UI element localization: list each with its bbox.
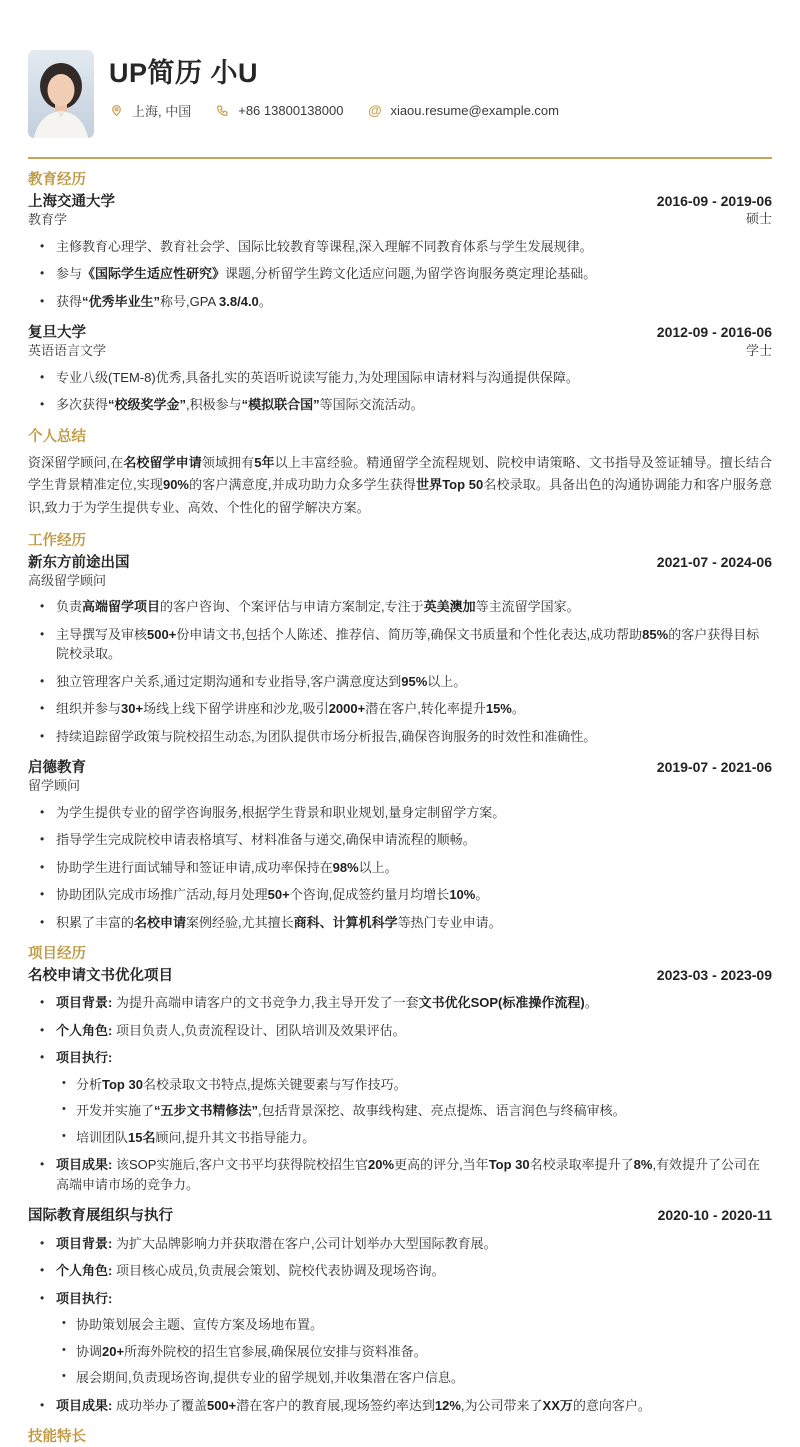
- summary-paragraph: 资深留学顾问,在名校留学申请领域拥有5年以上丰富经验。精通留学全流程规划、院校申请策略、文书指导及签证辅导。擅长结合学生背景精准定位,实现90%的客户满意度,并成功助力众多学生获得世界Top 50名校录取。具备出色的沟通协调能力和客户服务意识,致力于为学生提供专业、高效、个性化的留学解决方案。: [28, 454, 772, 516]
- date-range: 2023-03 - 2023-09: [656, 967, 772, 984]
- bullet-text: 培训团队15名顾问,提升其文书指导能力。: [76, 1129, 316, 1145]
- company-name: 新东方前途出国: [28, 554, 130, 571]
- entry-header: [28, 967, 772, 985]
- sub-bullet-item: [50, 1368, 772, 1388]
- bullet-dot: •: [40, 832, 45, 847]
- email-at-icon: @: [368, 102, 382, 119]
- school-name: 复旦大学: [28, 325, 86, 342]
- bullet-dot: •: [40, 728, 45, 743]
- header-text: [109, 50, 559, 138]
- bullet-list: [28, 597, 772, 746]
- bullet-item: [28, 858, 772, 878]
- bullet-item: [28, 885, 772, 905]
- location-text: 上海, 中国: [132, 103, 192, 119]
- bullet-list: [28, 1234, 772, 1416]
- bullet-dot: •: [40, 369, 45, 384]
- bullet-item: [28, 1289, 772, 1309]
- bullet-dot: •: [40, 914, 45, 929]
- portrait-image: [28, 50, 94, 138]
- bullet-dot: •: [40, 804, 45, 819]
- entry-header: [28, 324, 772, 360]
- entry-header: [28, 554, 772, 590]
- entry-header: [28, 759, 772, 795]
- bullet-item: [28, 993, 772, 1013]
- bullet-dot: •: [40, 1157, 45, 1172]
- bullet-text: 持续追踪留学政策与院校招生动态,为团队提供市场分析报告,确保咨询服务的时效性和准确性。: [56, 728, 597, 744]
- job-title: 高级留学顾问: [28, 572, 107, 588]
- date-range: 2016-09 - 2019-06: [656, 192, 772, 209]
- project-entry: [28, 1207, 772, 1415]
- bullet-dot: •: [40, 293, 45, 308]
- bullet-item: [28, 1155, 772, 1194]
- location-pin-icon: [109, 103, 124, 118]
- section-education: [28, 171, 772, 415]
- bullet-item: [28, 368, 772, 388]
- bullet-item: [28, 1396, 772, 1416]
- bullet-item: [28, 913, 772, 933]
- section-title-summary: 个人总结: [28, 428, 86, 445]
- bullet-item: [28, 1234, 772, 1254]
- bullet-dot: •: [62, 1370, 66, 1383]
- bullet-item: [28, 1021, 772, 1041]
- bullet-text: 个人角色: 项目负责人,负责流程设计、团队培训及效果评估。: [56, 1022, 406, 1038]
- date-range: 2019-07 - 2021-06: [656, 759, 772, 776]
- major-name: 教育学: [28, 211, 68, 227]
- bullet-text: 协助策划展会主题、宣传方案及场地布置。: [76, 1317, 324, 1333]
- date-range: 2021-07 - 2024-06: [656, 553, 772, 570]
- bullet-dot: •: [40, 1397, 45, 1412]
- bullet-item: [28, 1261, 772, 1281]
- resume-body: [0, 171, 800, 1447]
- bullet-item: [28, 830, 772, 850]
- sub-bullet-item: [50, 1315, 772, 1335]
- bullet-dot: •: [40, 626, 45, 641]
- bullet-text: 组织并参与30+场线上线下留学讲座和沙龙,吸引2000+潜在客户,转化率提升15%。: [56, 701, 525, 717]
- bullet-item: [28, 292, 772, 312]
- bullet-text: 参与《国际学生适应性研究》课题,分析留学生跨文化适应问题,为留学咨询服务奠定理论基础。: [56, 266, 597, 282]
- sub-bullet-item: [50, 1128, 772, 1148]
- entry-header: [28, 1207, 772, 1225]
- profile-photo: [28, 50, 94, 138]
- bullet-item: [28, 672, 772, 692]
- phone-text: +86 13800138000: [238, 102, 344, 118]
- bullet-text: 项目成果: 该SOP实施后,客户文书平均获得院校招生官20%更高的评分,当年Top 30名校录取率提升了8%,有效提升了公司在高端申请市场的竞争力。: [56, 1157, 761, 1192]
- bullet-text: 负责高端留学项目的客户咨询、个案评估与申请方案制定,专注于英美澳加等主流留学国家。: [56, 599, 580, 615]
- bullet-dot: •: [40, 397, 45, 412]
- bullet-dot: •: [40, 1050, 45, 1065]
- bullet-text: 项目背景: 为提升高端申请客户的文书竞争力,我主导开发了一套文书优化SOP(标准操作流程)。: [56, 995, 598, 1011]
- bullet-dot: •: [40, 266, 45, 281]
- bullet-text: 积累了丰富的名校申请案例经验,尤其擅长商科、计算机科学等热门专业申请。: [56, 914, 502, 930]
- project-entry: [28, 967, 772, 1194]
- bullet-dot: •: [40, 238, 45, 253]
- work-entry: [28, 554, 772, 747]
- bullet-dot: •: [40, 1022, 45, 1037]
- bullet-dot: •: [40, 1290, 45, 1305]
- degree-label: 学士: [745, 342, 772, 358]
- bullet-text: 独立管理客户关系,通过定期沟通和专业指导,客户满意度达到95%以上。: [56, 673, 467, 689]
- email-text: xiaou.resume@example.com: [390, 102, 559, 118]
- bullet-dot: •: [62, 1317, 66, 1330]
- bullet-text: 协调20+所海外院校的招生官参展,确保展位安排与资料准备。: [76, 1343, 427, 1359]
- section-title-education: 教育经历: [28, 172, 86, 188]
- company-name: 启德教育: [28, 760, 86, 777]
- bullet-item: [28, 699, 772, 719]
- bullet-text: 项目背景: 为扩大品牌影响力并获取潜在客户,公司计划举办大型国际教育展。: [56, 1235, 497, 1251]
- bullet-text: 分析Top 30名校录取文书特点,提炼关键要素与写作技巧。: [76, 1076, 407, 1092]
- bullet-text: 指导学生完成院校申请表格填写、材料准备与递交,确保申请流程的顺畅。: [56, 832, 476, 848]
- bullet-text: 协助团队完成市场推广活动,每月处理50+个咨询,促成签约量月均增长10%。: [56, 887, 489, 903]
- phone-icon: [215, 103, 230, 118]
- bullet-text: 项目执行:: [56, 1290, 113, 1306]
- bullet-text: 项目执行:: [56, 1050, 113, 1066]
- bullet-list: [28, 237, 772, 312]
- bullet-dot: •: [62, 1343, 66, 1356]
- bullet-text: 获得“优秀毕业生”称号,GPA 3.8/4.0。: [56, 293, 272, 309]
- bullet-text: 主修教育心理学、教育社会学、国际比较教育等课程,深入理解不同教育体系与学生发展规律。: [56, 238, 593, 254]
- bullet-item: [28, 803, 772, 823]
- bullet-item: [28, 727, 772, 747]
- project-name: 国际教育展组织与执行: [28, 1208, 173, 1225]
- degree-label: 硕士: [745, 211, 772, 227]
- bullet-text: 专业八级(TEM-8)优秀,具备扎实的英语听说读写能力,为处理国际申请材料与沟通提供保障。: [56, 369, 579, 385]
- bullet-dot: •: [40, 599, 45, 614]
- bullet-item: [28, 597, 772, 617]
- project-name: 名校申请文书优化项目: [28, 968, 173, 985]
- section-summary: [28, 428, 772, 520]
- bullet-text: 主导撰写及审核500+份申请文书,包括个人陈述、推荐信、简历等,确保文书质量和个性化表达,成功帮助85%的客户获得目标院校录取。: [56, 626, 760, 662]
- bullet-item: [28, 395, 772, 415]
- bullet-dot: •: [40, 1263, 45, 1278]
- bullet-text: 项目成果: 成功举办了覆盖500+潜在客户的教育展,现场签约率达到12%,为公司带来了XX万的意向客户。: [56, 1397, 651, 1413]
- section-title-work: 工作经历: [28, 532, 86, 549]
- job-title: 留学顾问: [28, 778, 81, 794]
- section-work: [28, 532, 772, 933]
- bullet-dot: •: [40, 1235, 45, 1250]
- date-range: 2012-09 - 2016-06: [656, 324, 772, 341]
- bullet-dot: •: [40, 673, 45, 688]
- section-projects: [28, 945, 772, 1415]
- bullet-dot: •: [40, 995, 45, 1010]
- school-name: 上海交通大学: [28, 193, 115, 210]
- candidate-name: UP简历 小U: [109, 58, 259, 88]
- major-name: 英语语言文学: [28, 343, 107, 359]
- bullet-item: [28, 264, 772, 284]
- bullet-list: [28, 803, 772, 933]
- bullet-dot: •: [40, 859, 45, 874]
- bullet-dot: •: [40, 701, 45, 716]
- contact-row: [109, 101, 559, 120]
- date-range: 2020-10 - 2020-11: [657, 1207, 772, 1224]
- header-divider: [28, 157, 772, 159]
- education-entry: [28, 193, 772, 311]
- bullet-text: 开发并实施了“五步文书精修法”,包括背景深挖、故事线构建、亮点提炼、语言润色与终稿审核。: [76, 1103, 626, 1119]
- education-entry: [28, 324, 772, 415]
- bullet-text: 协助学生进行面试辅导和签证申请,成功率保持在98%以上。: [56, 859, 398, 875]
- sub-bullet-item: [50, 1101, 772, 1121]
- bullet-item: [28, 1048, 772, 1068]
- section-title-projects: 项目经历: [28, 946, 86, 963]
- section-title-next-clipped: 技能特长: [28, 1429, 86, 1446]
- bullet-dot: •: [62, 1076, 66, 1089]
- bullet-list: [28, 993, 772, 1194]
- work-entry: [28, 759, 772, 932]
- bullet-list: [28, 368, 772, 415]
- bullet-item: [28, 237, 772, 257]
- entry-header: [28, 193, 772, 229]
- sub-bullet-item: [50, 1075, 772, 1095]
- bullet-text: 多次获得“校级奖学金”,积极参与“模拟联合国”等国际交流活动。: [56, 397, 424, 413]
- bullet-dot: •: [62, 1129, 66, 1142]
- resume-header: [0, 0, 800, 138]
- bullet-item: [28, 625, 772, 664]
- bullet-dot: •: [40, 887, 45, 902]
- bullet-dot: •: [62, 1103, 66, 1116]
- bullet-text: 展会期间,负责现场咨询,提供专业的留学规划,并收集潜在客户信息。: [76, 1370, 464, 1386]
- sub-bullet-item: [50, 1342, 772, 1362]
- bullet-text: 个人角色: 项目核心成员,负责展会策划、院校代表协调及现场咨询。: [56, 1263, 445, 1279]
- bullet-text: 为学生提供专业的留学咨询服务,根据学生背景和职业规划,量身定制留学方案。: [56, 804, 506, 820]
